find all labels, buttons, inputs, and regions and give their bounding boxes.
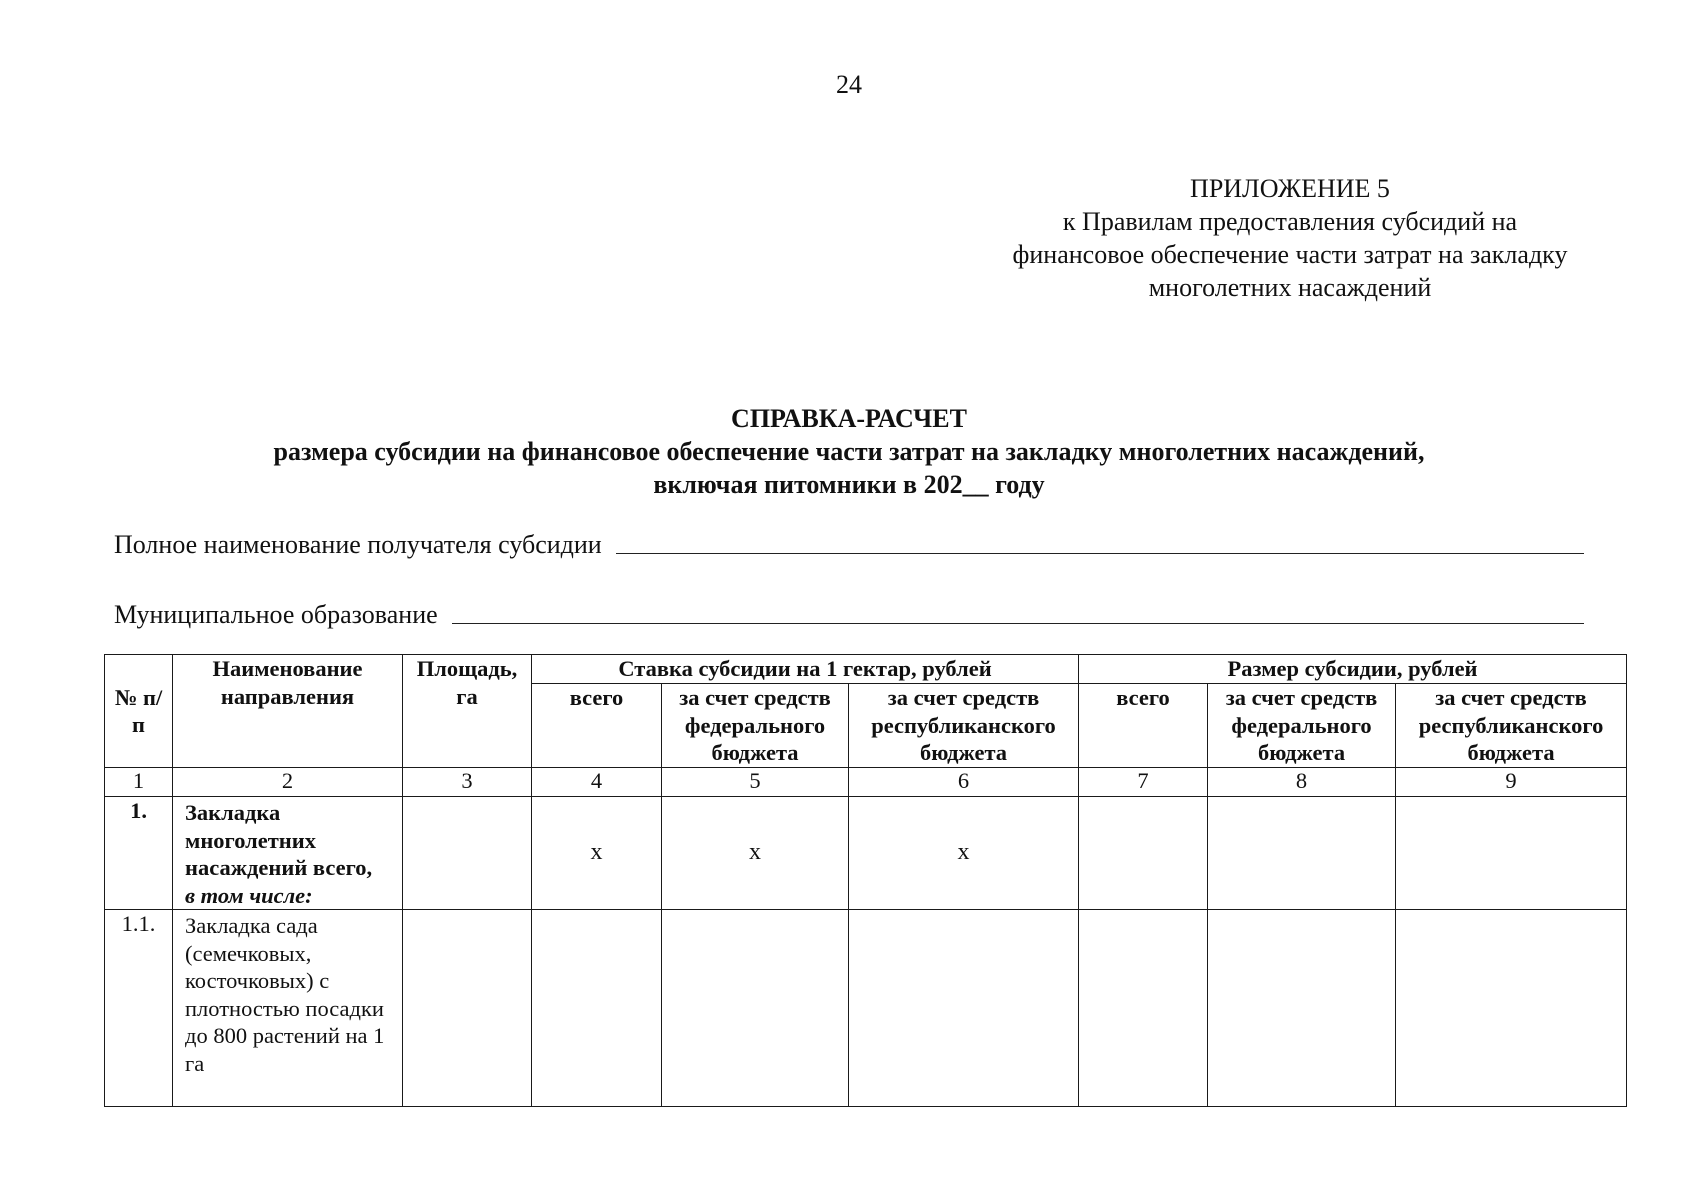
header-rate-republican: за счет средств республиканского бюджета [849,684,1079,768]
column-number: 8 [1208,768,1396,797]
amount-federal-cell[interactable] [1208,797,1396,910]
municipality-label: Муниципальное образование [114,600,438,629]
amount-federal-cell[interactable] [1208,910,1396,1107]
table-header-row [105,655,1627,684]
recipient-label: Полное наименование получателя субсидии [114,530,602,559]
header-amount-federal: за счет средств федерального бюджета [1208,684,1396,768]
rate-total-cell: х [532,797,662,910]
column-number: 4 [532,768,662,797]
column-number: 5 [662,768,849,797]
header-rate-federal: за счет средств федерального бюджета [662,684,849,768]
amount-total-cell[interactable] [1079,910,1208,1107]
row-number: 1.1. [105,910,173,1107]
municipality-field [114,600,1584,630]
column-number: 2 [173,768,403,797]
document-title-block [0,402,1698,501]
amount-republican-cell[interactable] [1396,910,1627,1107]
area-cell[interactable] [403,797,532,910]
column-number: 9 [1396,768,1627,797]
document-subtitle-line: размера субсидии на финансовое обеспечение части затрат на закладку многолетних насаждений, [273,437,1425,466]
column-number: 3 [403,768,532,797]
header-rate-total: всего [532,684,662,768]
column-number: 7 [1079,768,1208,797]
page-number: 24 [836,70,862,99]
document-title: СПРАВКА-РАСЧЕТ [731,404,967,433]
appendix-line: многолетних насаждений [1148,273,1432,302]
column-number: 1 [105,768,173,797]
header-amount-total: всего [1079,684,1208,768]
recipient-blank-line[interactable] [616,552,1584,554]
header-num: № п/п [105,655,173,768]
header-area: Площадь, га [403,655,532,768]
row-name [173,797,403,910]
row-name-note: в том числе: [185,882,313,908]
row-number: 1. [105,797,173,910]
appendix-line: к Правилам предоставления субсидий на [1062,207,1518,236]
area-cell[interactable] [403,910,532,1107]
header-amount-group: Размер субсидии, рублей [1079,655,1627,684]
municipality-blank-line[interactable] [452,622,1584,624]
header-name: Наименование направления [173,655,403,768]
column-number-row [105,768,1627,797]
rate-federal-cell: х [662,797,849,910]
rate-federal-cell[interactable] [662,910,849,1107]
table-row [105,910,1627,1107]
rate-republican-cell: х [849,797,1079,910]
rate-total-cell[interactable] [532,910,662,1107]
row-name: Закладка сада (семечковых, косточковых) с плотностью посадки до 800 растений на 1 га [173,910,403,1107]
appendix-title: ПРИЛОЖЕНИЕ 5 [1190,174,1390,203]
table-row [105,797,1627,910]
amount-total-cell[interactable] [1079,797,1208,910]
header-amount-republican: за счет средств республиканского бюджета [1396,684,1627,768]
rate-republican-cell[interactable] [849,910,1079,1107]
subsidy-calculation-table [104,654,1627,1107]
appendix-header [960,172,1620,304]
row-name-text: Закладка многолетних насаждений всего, [185,800,373,880]
recipient-field [114,530,1584,560]
column-number: 6 [849,768,1079,797]
appendix-line: финансовое обеспечение части затрат на закладку [1012,240,1568,269]
header-rate-group: Ставка субсидии на 1 гектар, рублей [532,655,1079,684]
amount-republican-cell[interactable] [1396,797,1627,910]
document-subtitle-line: включая питомники в 202__ году [653,470,1045,499]
